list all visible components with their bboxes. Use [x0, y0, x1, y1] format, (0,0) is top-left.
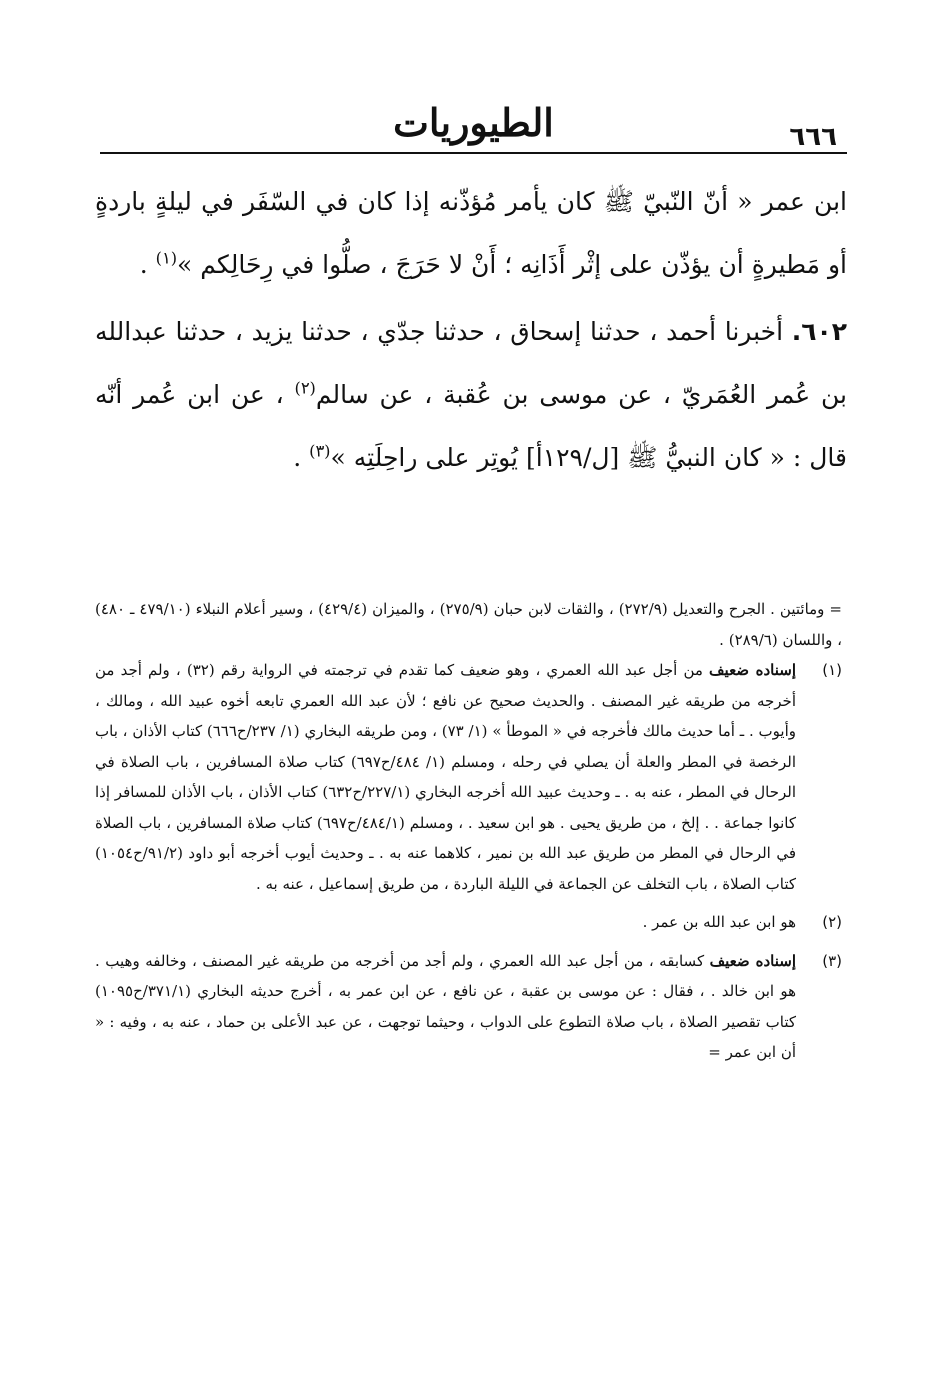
- book-title: الطيوريات: [393, 100, 554, 145]
- footnote-2: [95, 907, 842, 938]
- footnote-1: [95, 655, 842, 899]
- hadith-text: أخبرنا أحمد ، حدثنا إسحاق ، حدثنا جدّي ، حدثنا يزيد ، حدثنا عبدالله بن عُمر العُمَريّ ، عن موسى بن عُقبة ، عن سالم: [95, 317, 847, 409]
- running-header: [100, 92, 847, 152]
- hadith-number: ٦٠٢.: [791, 317, 847, 346]
- footnote-1-text: من أجل عبد الله العمري ، وهو ضعيف كما تقدم في ترجمته في الرواية رقم (٣٢) ، ولم أجد من أخرجه من طريقه غير المصنف . والحديث صحيح عن نافع ؛ لأن عبد الله العمري تابعه أخوه عبيد الله ، ومالك ، وأيوب . ـ أما حديث مالك فأخرجه في « الموطأ » (١/ ٧٣) ، ومن طريقه البخاري (١/ ٢٣٧/ح٦٦٦) كتاب الأذان ، باب الرخصة في المطر والعلة أن يصلي في رحله ، ومسلم (١/ ٤٨٤/ح٦٩٧) كتاب صلاة المسافرين ، باب الصلاة في الرحال في المطر ، عنه به . ـ وحديث عبيد الله أخرجه البخاري (٢٢٧/١/ح٦٣٢) كتاب الأذان ، باب الأذان للمسافر إذا كانوا جماعة . . إلخ ، من طريق يحيى . هو ابن سعيد . ، ومسلم (٤٨٤/١/ح٦٩٧) كتاب صلاة المسافرين ، باب الصلاة في الرحال في المطر من طريق عبد الله بن نمير ، كلاهما عنه به . ـ وحديث أيوب أخرجه أبو داود (٩١/٢/ح١٠٥٤) كتاب الصلاة ، باب التخلف عن الجماعة في الليلة الباردة ، من طريق إسماعيل ، عنه به .: [95, 661, 797, 893]
- paragraph-continued: [95, 170, 847, 296]
- footnote-3-verdict: إسناده ضعيف: [709, 951, 796, 970]
- footnote-ref-2: (٢): [294, 378, 316, 398]
- footnote-2-mark: (٢): [822, 913, 842, 931]
- paragraph-text: ابن عمر « أنّ النّبيّ ﷺ كان يأمر مُؤذّنه إذا كان في السّفَر في ليلةٍ باردةٍ أو مَطيرةٍ أن يؤذّن على إثْر أَذَانِه ؛ أَنْ لا حَرَجَ ، صلُّوا في رِحَالِكم »: [95, 187, 847, 279]
- footnote-ref-1: (١): [155, 248, 178, 268]
- hadith-602: [95, 300, 847, 489]
- footnote-3: [95, 946, 842, 1068]
- footnote-3-text: كسابقه ، من أجل عبد الله العمري ، ولم أجد من أخرجه من طريقه غير المصنف ، وخالفه وهيب . هو ابن خالد . ، فقال : عن موسى بن عقبة ، عن نافع ، عن ابن عمر به ، أخرج حديثه البخاري (٣٧١/١/ح١٠٩٥) كتاب تقصير الصلاة ، باب صلاة التطوع على الدواب ، وحيثما توجهت ، عن عبد الأعلى بن حماد ، عنه به ، وفيه : « أن ابن عمر =: [95, 951, 796, 1061]
- main-text: [95, 170, 847, 489]
- header-rule: [100, 152, 847, 154]
- footnotes: [95, 594, 842, 1068]
- page-number: ٦٦٦: [789, 122, 837, 152]
- hadith-text-continued: ، عن ابن عُمر أنّه قال : « كان النبيُّ ﷺ [ل/١٢٩أ] يُوتِر على راحِلَتِه »: [95, 380, 847, 472]
- footnote-continued: = ومائتين . الجرح والتعديل (٢٧٢/٩) ، والثقات لابن حبان (٢٧٥/٩) ، والميزان (٤٢٩/٤) ، وسير أعلام النبلاء (٤٧٩/١٠ ـ ٤٨٠) ، واللسان (٢٨٩/٦) .: [95, 600, 842, 649]
- footnote-1-verdict: إسناده ضعيف: [709, 661, 796, 679]
- paragraph-end: .: [139, 250, 156, 279]
- footnote-2-text: هو ابن عبد الله بن عمر .: [642, 913, 796, 931]
- footnote-1-mark: (١): [822, 661, 842, 679]
- hadith-end: .: [293, 443, 310, 472]
- footnote-ref-3: (٣): [309, 441, 331, 461]
- footnote-3-mark: (٣): [822, 951, 842, 970]
